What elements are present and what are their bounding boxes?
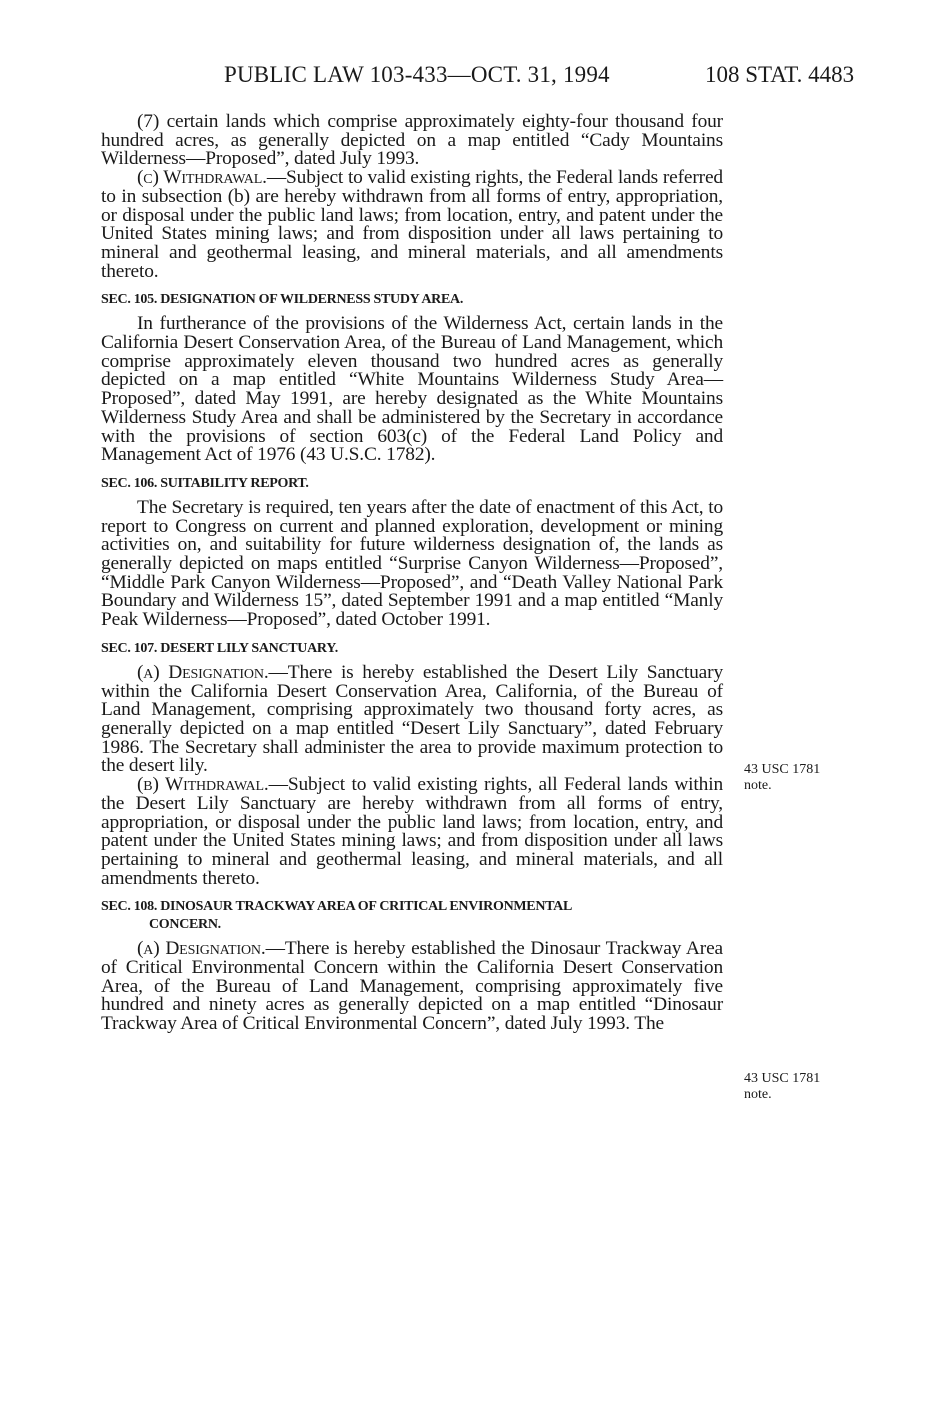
margin-note-sec-107 <box>744 762 854 794</box>
header-stat-citation: 108 STAT. 4483 <box>705 62 855 87</box>
sec-108-heading-line-1: SEC. 108. DINOSAUR TRACKWAY AREA OF CRITICAL ENVIRONMENTAL <box>101 899 572 915</box>
sec-107-a-text: —There is hereby established the Desert Lily Sanctuary within the California Desert Conservation Area, California, of the Bureau of Land Management, comprising approximately two thousand forty acres, as generally depicted on a map entitled “Desert Lily Sanctuary”, dated February 1986. The Secretary shall administer the area to provide maximum protection to the desert lily. <box>101 661 723 777</box>
margin-note-1-line-2: note. <box>744 778 772 793</box>
sec-108-a-paragraph <box>101 940 723 1034</box>
sec-107-heading: SEC. 107. DESERT LILY SANCTUARY. <box>101 640 338 656</box>
sec-107-b-text: —Subject to valid existing rights, all Federal lands within the Desert Lily Sanctuary are hereby withdrawn from all forms of entry, appropriation, or disposal under the public land laws; from location, entry, and patent under the United States mining laws; and from disposition under all laws pertaining to mineral and geothermal leasing, and mineral materials, and all amendments thereto. <box>101 774 723 889</box>
sec-108-a-label: (a) Designation. <box>137 938 266 960</box>
margin-note-sec-108 <box>744 1071 854 1103</box>
sec-105-heading: SEC. 105. DESIGNATION OF WILDERNESS STUDY AREA. <box>101 292 464 308</box>
sec-106-heading: SEC. 106. SUITABILITY REPORT. <box>101 475 309 491</box>
page-header <box>0 62 944 94</box>
sec-108-heading-line-2: CONCERN. <box>149 917 221 933</box>
sec-107-b-label: (b) Withdrawal. <box>137 774 269 796</box>
margin-note-1-line-1: 43 USC 1781 <box>744 762 821 777</box>
item-7-text: (7) certain lands which comprise approximately eighty-four thousand four hundred acres, as generally depicted on a map entitled “Cady Mountains Wilderness—Proposed”, dated July 1993. <box>101 111 723 170</box>
sec-107-a-label: (a) Designation. <box>137 661 269 683</box>
margin-note-2-line-1: 43 USC 1781 <box>744 1071 821 1086</box>
header-title: PUBLIC LAW 103-433—OCT. 31, 1994 <box>224 62 610 87</box>
sec-107-a-paragraph <box>101 661 723 777</box>
sec-106-text: The Secretary is required, ten years after the date of enactment of this Act, to report to Congress on current and planned exploration, development or mining activities on, and suitability for future wilderness designation of, the lands as generally depicted on maps entitled “Surprise Canyon Wilderness—Proposed”, “Middle Park Canyon Wilderness—Proposed”, and “Death Valley National Park Boundary and Wilderness 15”, dated September 1991 and a map entitled “Manly Peak Wilderness—Proposed”, dated October 1991. <box>101 496 723 631</box>
paragraph-item-7 <box>101 113 723 169</box>
margin-note-2-line-2: note. <box>744 1087 772 1102</box>
sec-108-a-text: —There is hereby established the Dinosaur Trackway Area of Critical Environmental Concern within the California Desert Conservation Area, of the Bureau of Land Management, comprising approximately five hundred and ninety acres as generally depicted on a map entitled “Dinosaur Trackway Area of Critical Environmental Concern”, dated July 1993. The <box>101 938 724 1035</box>
withdrawal-c-label: (c) Withdrawal. <box>137 167 267 189</box>
withdrawal-c-text: —Subject to valid existing rights, the Federal lands referred to in subsection (b) are hereby withdrawn from all forms of entry, appropriation, or disposal under the public land laws; from location, entry, and patent under the United States mining laws; and from disposition under all laws pertaining to mineral and geothermal leasing, and mineral materials, and all amendments thereto. <box>101 167 723 282</box>
sec-107-b-paragraph <box>101 776 723 888</box>
sec-105-text: In furtherance of the provisions of the Wilderness Act, certain lands in the California Desert Conservation Area, of the Bureau of Land Management, which comprise approximately eleven thousand two hundred acres as generally depicted on a map entitled “White Mountains Wilderness Study Area—Proposed”, dated May 1991, are hereby designated as the White Mountains Wilderness Study Area and shall be administered by the Secretary in accordance with the provisions of section 603(c) of the Federal Land Policy and Management Act of 1976 (43 U.S.C. 1782). <box>101 313 723 466</box>
body-text-column <box>101 113 723 1034</box>
paragraph-withdrawal-c <box>101 169 723 281</box>
sec-108-heading <box>101 898 723 934</box>
